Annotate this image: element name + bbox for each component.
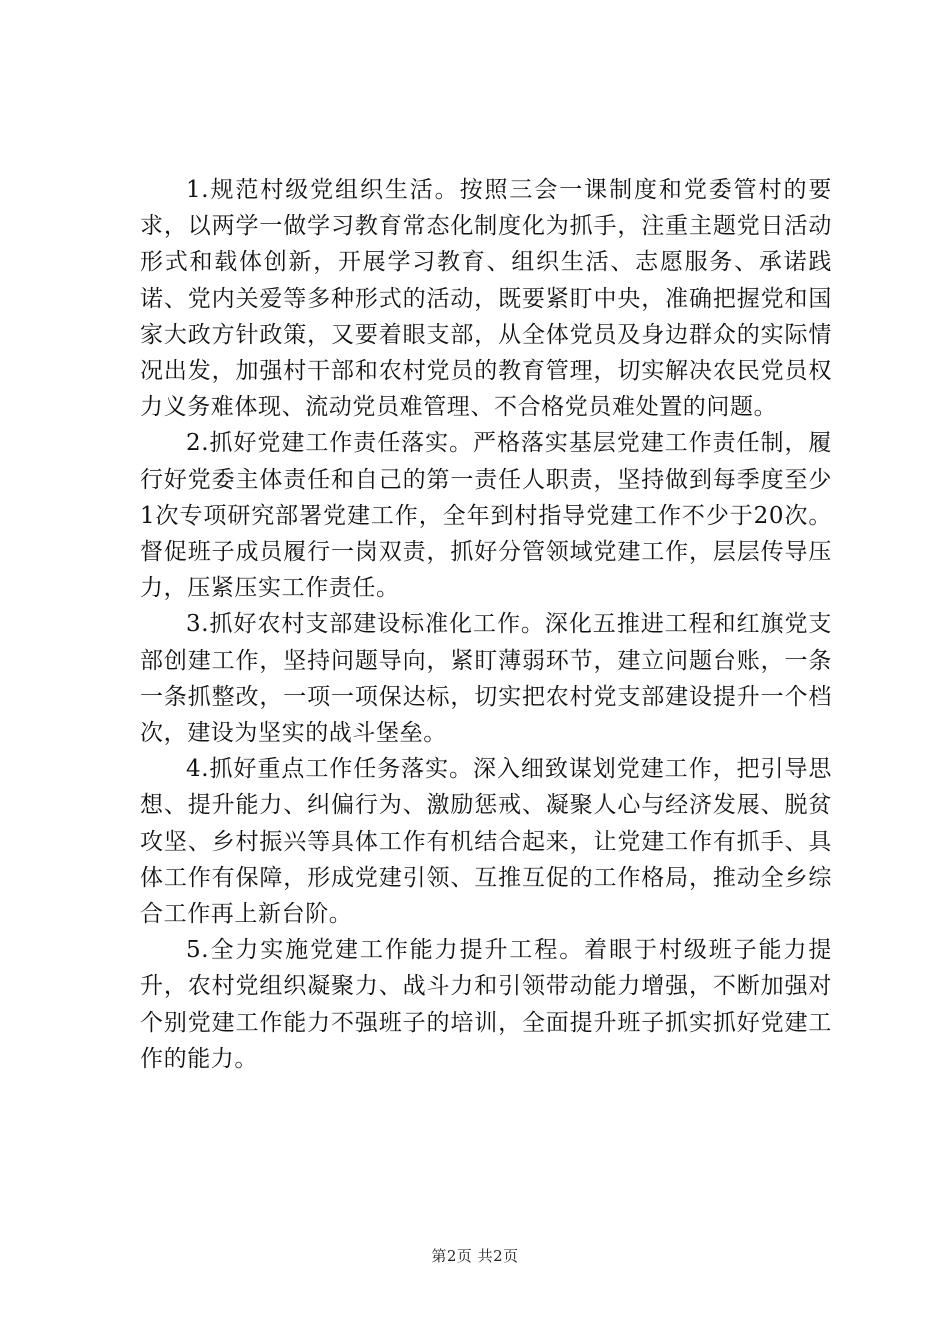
page-number-footer: 第2页 共2页	[431, 1247, 519, 1265]
document-body	[140, 172, 832, 1077]
paragraph-1: 1.规范村级党组织生活。按照三会一课制度和党委管村的要求，以两学一做学习教育常态化制度化为抓手，注重主题党日活动形式和载体创新，开展学习教育、组织生活、志愿服务、承诺践诺、党内关爱等多种形式的活动，既要紧盯中央，准确把握党和国家大政方针政策，又要着眼支部，从全体党员及身边群众的实际情况出发，加强村干部和农村党员的教育管理，切实解决农民党员权力义务难体现、流动党员难管理、不合格党员难处置的问题。	[140, 177, 832, 421]
paragraph-4: 4.抓好重点工作任务落实。深入细致谋划党建工作，把引导思想、提升能力、纠偏行为、激励惩戒、凝聚人心与经济发展、脱贫攻坚、乡村振兴等具体工作有机结合起来，让党建工作有抓手、具体工作有保障，形成党建引领、互推互促的工作格局，推动全乡综合工作再上新台阶。	[140, 756, 832, 928]
paragraph-3: 3.抓好农村支部建设标准化工作。深化五推进工程和红旗党支部创建工作，坚持问题导向，紧盯薄弱环节，建立问题台账，一条一条抓整改，一项一项保达标，切实把农村党支部建设提升一个档次，建设为坚实的战斗堡垒。	[140, 611, 832, 747]
paragraph-5: 5.全力实施党建工作能力提升工程。着眼于村级班子能力提升，农村党组织凝聚力、战斗力和引领带动能力增强，不断加强对个别党建工作能力不强班子的培训，全面提升班子抓实抓好党建工作的能力。	[140, 937, 832, 1072]
paragraph-2: 2.抓好党建工作责任落实。严格落实基层党建工作责任制，履行好党委主体责任和自己的第一责任人职责，坚持做到每季度至少1次专项研究部署党建工作，全年到村指导党建工作不少于20次。督促班子成员履行一岗双责，抓好分管领域党建工作，层层传导压力，压紧压实工作责任。	[140, 430, 832, 602]
